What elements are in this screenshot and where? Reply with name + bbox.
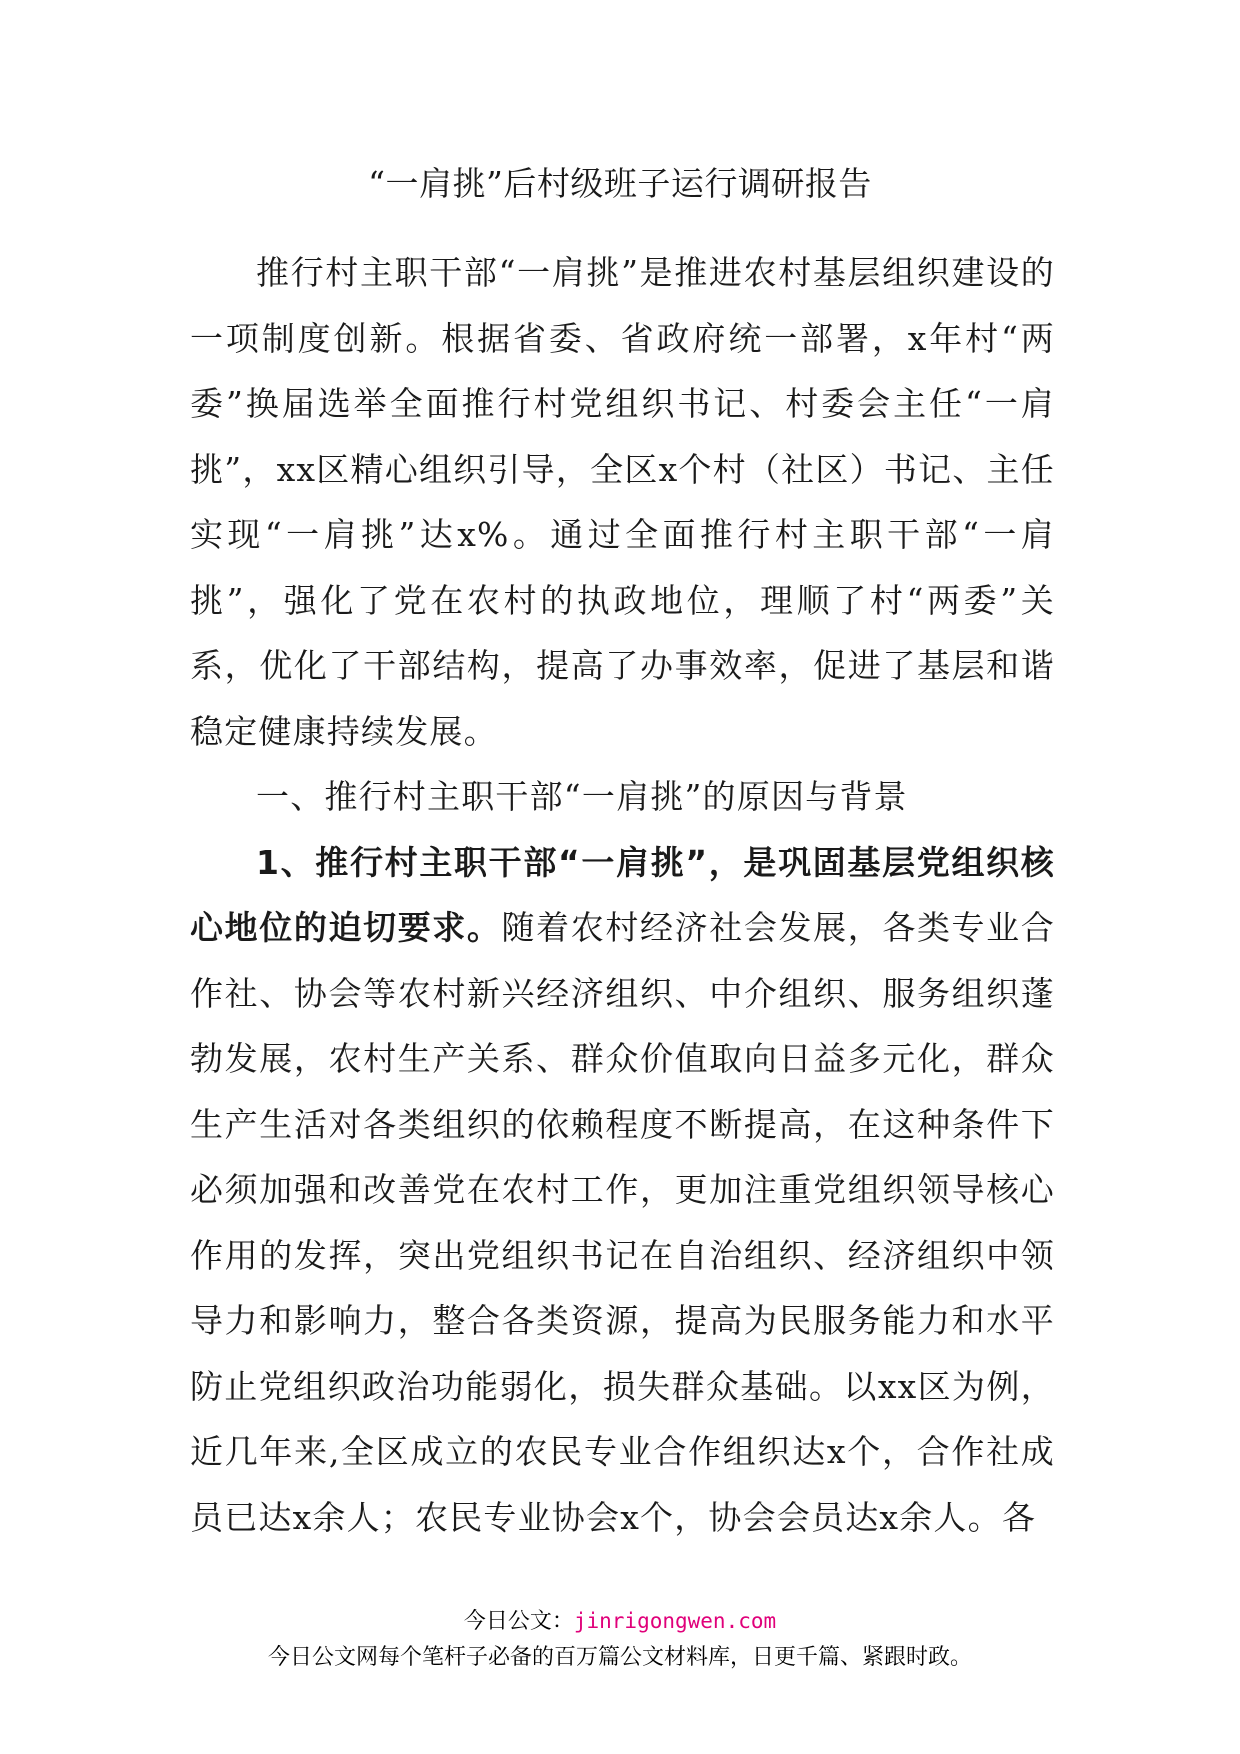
footer-site-link[interactable]: jinrigongwen.com (573, 1609, 777, 1633)
paragraph-intro-text: 推行村主职干部“一肩挑”是推进农村基层组织建设的一项制度创新。根据省委、省政府统一部署，x年村“两委”换届选举全面推行村党组织书记、村委会主任“一肩挑”，xx区精心组织引导，全区x个村（社区）书记、主任实现“一肩挑”达x%。通过全面推行村主职干部“一肩挑”，强化了党在农村的执政地位，理顺了村“两委”关系，优化了干部结构，提高了办事效率，促进了基层和谐稳定健康持续发展。 (190, 253, 1055, 751)
paragraph-point-1 (190, 830, 1055, 1551)
section-heading-1-text: 一、推行村主职干部“一肩挑”的原因与背景 (256, 777, 908, 816)
document-body (190, 240, 1055, 1550)
footer-slogan: 今日公文网每个笔杆子必备的百万篇公文材料库，日更千篇、紧跟时政。 (267, 1645, 972, 1670)
paragraph-point-1-lead: 1、推行村主职干部“一肩挑”，是巩固基层党组织核心地位的迫切要求。 (190, 842, 1055, 947)
paragraph-intro (190, 240, 1055, 764)
document-title: “一肩挑”后村级班子运行调研报告 (368, 164, 872, 203)
section-heading-1 (190, 764, 1055, 830)
footer-site-line (0, 1606, 1240, 1637)
paragraph-point-1-text: 随着农村经济社会发展，各类专业合作社、协会等农村新兴经济组织、中介组织、服务组织蓬勃发展，农村生产关系、群众价值取向日益多元化，群众生产生活对各类组织的依赖程度不断提高，在这种条件下必须加强和改善党在农村工作，更加注重党组织领导核心作用的发挥，突出党组织书记在自治组织、经济组织中领导力和影响力，整合各类资源，提高为民服务能力和水平防止党组织政治功能弱化，损失群众基础。以xx区为例，近几年来,全区成立的农民专业合作组织达x个，合作社成员已达x余人；农民专业协会x个，协会会员达x余人。各 (190, 908, 1055, 1537)
footer-site-label: 今日公文： (463, 1609, 574, 1634)
